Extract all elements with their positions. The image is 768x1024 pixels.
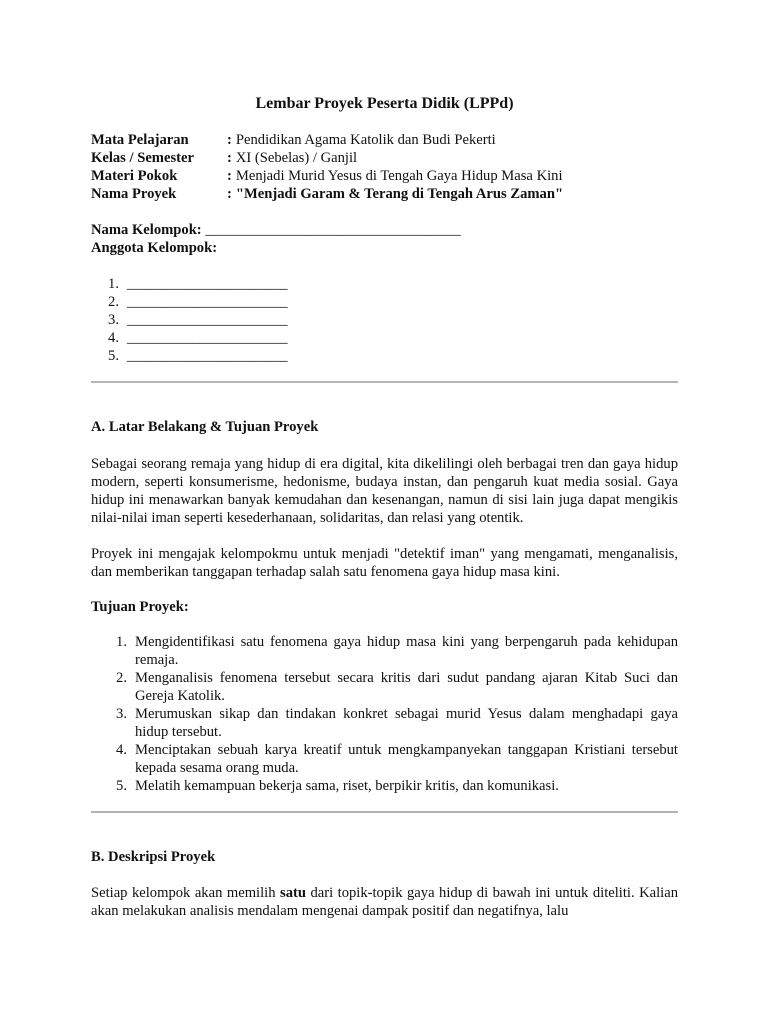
meta-colon: :: [227, 132, 232, 148]
goals-list: [91, 633, 678, 795]
list-number: 2.: [108, 294, 119, 310]
section-b-heading: B. Deskripsi Proyek: [91, 849, 216, 865]
section-a-paragraph-1: Sebagai seorang remaja yang hidup di era digital, kita dikelilingi oleh berbagai tren dan gaya hidup modern, seperti konsumerisme, hedonisme, budaya instan, dan pengaruh kuat media sosial. Gaya hidup ini menawarkan banyak kemudahan dan kesenangan, namun di sisi lain juga dapat mengikis nilai-nilai iman seperti kesederhanaan, solidaritas, dan relasi yang otentik.: [91, 456, 678, 526]
meta-value: Menjadi Murid Yesus di Tengah Gaya Hidup Masa Kini: [235, 168, 563, 184]
meta-key: Kelas / Semester: [91, 150, 194, 166]
meta-row-subject: [91, 131, 678, 149]
member-blank: ______________________: [127, 330, 288, 346]
member-blank: ______________________: [127, 348, 288, 364]
members-list: [91, 275, 288, 365]
member-blank: ______________________: [127, 294, 288, 310]
section-b-text-before: Setiap kelompok akan memilih: [91, 885, 281, 901]
meta-key: Materi Pokok: [91, 168, 178, 184]
member-blank: ______________________: [127, 276, 288, 292]
meta-row-project-name: [91, 185, 678, 203]
group-name-row: [91, 221, 678, 239]
section-b-text-bold: satu: [280, 885, 306, 901]
list-number: 1.: [108, 276, 119, 292]
meta-value: XI (Sebelas) / Ganjil: [235, 150, 358, 166]
goal-text: Menciptakan sebuah karya kreatif untuk mengkampanyekan tanggapan Kristiani tersebut kepada sesama orang muda.: [135, 742, 678, 776]
list-number: 4.: [108, 330, 119, 346]
meta-colon: :: [227, 168, 232, 184]
list-number: 2.: [116, 670, 127, 686]
meta-value: Pendidikan Agama Katolik dan Budi Pekerti: [235, 132, 496, 148]
list-item: [91, 741, 678, 777]
meta-key: Mata Pelajaran: [91, 132, 189, 148]
list-number: 4.: [116, 742, 127, 758]
meta-colon: :: [227, 150, 232, 166]
meta-block: [91, 131, 678, 203]
meta-colon: :: [227, 186, 232, 202]
list-number: 5.: [108, 348, 119, 364]
list-item: [91, 329, 288, 347]
list-item: [91, 705, 678, 741]
list-item: [91, 777, 678, 795]
section-b-paragraph: [91, 884, 678, 920]
goal-text: Mengidentifikasi satu fenomena gaya hidup masa kini yang berpengaruh pada kehidupan remaja.: [135, 634, 678, 668]
meta-key: Nama Proyek: [91, 186, 177, 202]
group-info: [91, 221, 678, 257]
section-b-text-after: dari topik-topik gaya hidup di bawah ini untuk diteliti. Kalian akan melakukan analisis mendalam mengenai dampak positif dan negatifnya, lalu: [91, 885, 678, 919]
goal-text: Merumuskan sikap dan tindakan konkret sebagai murid Yesus dalam menghadapi gaya hidup tersebut.: [135, 706, 678, 740]
member-blank: ______________________: [127, 312, 288, 328]
list-item: [91, 293, 288, 311]
list-number: 3.: [116, 706, 127, 722]
list-number: 1.: [116, 634, 127, 650]
group-name-blank: ___________________________________: [205, 222, 461, 238]
document-title: Lembar Proyek Peserta Didik (LPPd): [255, 95, 514, 112]
divider: [91, 811, 678, 813]
list-item: [91, 275, 288, 293]
list-item: [91, 311, 288, 329]
group-members-label: Anggota Kelompok:: [91, 240, 218, 256]
goal-text: Menganalisis fenomena tersebut secara kritis dari sudut pandang ajaran Kitab Suci dan Gereja Katolik.: [135, 670, 678, 704]
list-item: [91, 633, 678, 669]
goals-heading: Tujuan Proyek:: [91, 599, 189, 615]
list-item: [91, 347, 288, 365]
list-item: [91, 669, 678, 705]
goal-text: Melatih kemampuan bekerja sama, riset, berpikir kritis, dan komunikasi.: [135, 778, 559, 794]
group-name-label: Nama Kelompok:: [91, 222, 202, 238]
divider: [91, 381, 678, 383]
meta-value: "Menjadi Garam & Terang di Tengah Arus Zaman": [235, 186, 564, 202]
list-number: 3.: [108, 312, 119, 328]
section-a-heading: A. Latar Belakang & Tujuan Proyek: [91, 419, 319, 435]
meta-row-class: [91, 149, 678, 167]
list-number: 5.: [116, 778, 127, 794]
meta-row-topic: [91, 167, 678, 185]
section-a-paragraph-2: Proyek ini mengajak kelompokmu untuk menjadi "detektif iman" yang mengamati, menganalisis, dan memberikan tanggapan terhadap salah satu fenomena gaya hidup masa kini.: [91, 546, 678, 580]
